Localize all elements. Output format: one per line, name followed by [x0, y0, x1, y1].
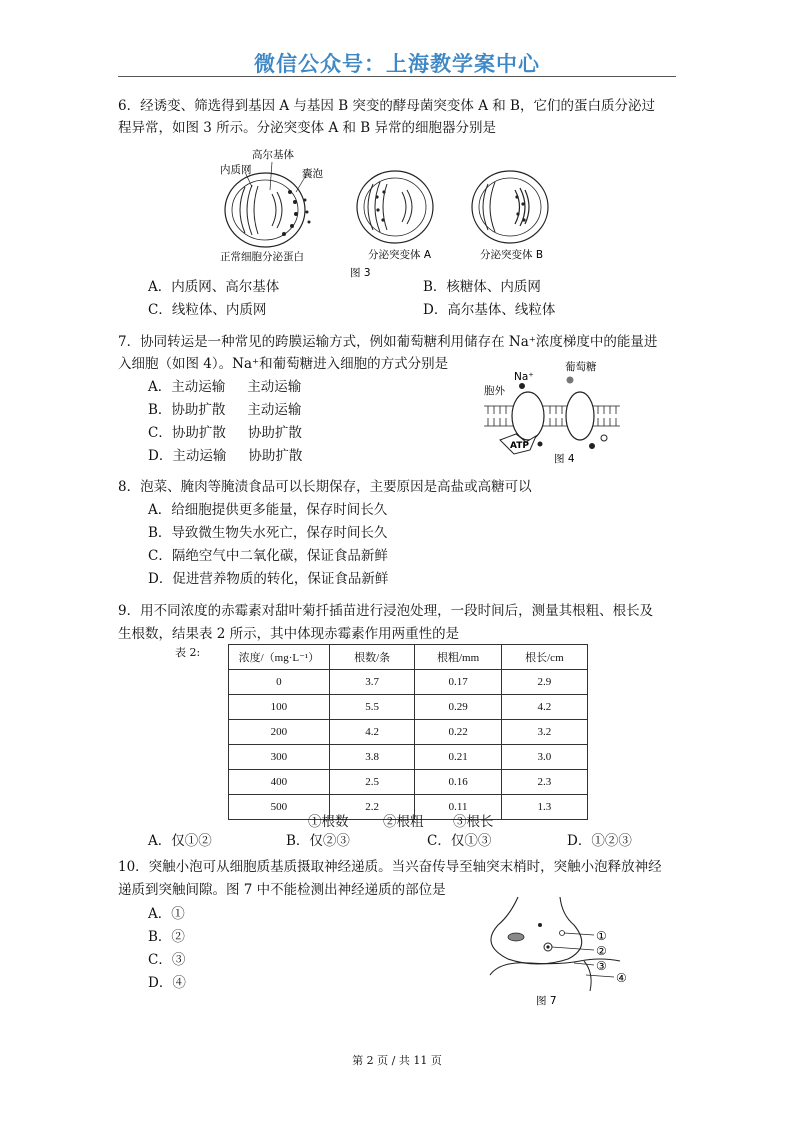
q10-stem-line2: 递质到突触间隙。图 7 中不能检测出神经递质的部位是: [118, 882, 446, 898]
q9-option-a[interactable]: A．仅①②: [148, 833, 212, 849]
label-vesicle: 囊泡: [302, 168, 323, 180]
col-root-length: 根长/cm: [501, 645, 587, 670]
q9-item-3: ③根长: [453, 814, 494, 830]
q9-stem-line1: 9．用不同浓度的赤霉素对甜叶菊扦插苗进行浸泡处理，一段时间后，测量其根粗、根长及: [118, 603, 654, 619]
col-root-thickness: 根粗/mm: [415, 645, 501, 670]
header-rule: [118, 76, 676, 77]
q7-option-c[interactable]: C．协助扩散 协助扩散: [148, 425, 302, 441]
page-number: 第 2 页 / 共 11 页: [352, 1054, 442, 1067]
q6-stem-line2: 程异常，如图 3 所示。分泌突变体 A 和 B 异常的细胞器分别是: [118, 120, 497, 136]
marker-3: ③: [596, 959, 607, 973]
q8-option-b[interactable]: B．导致微生物失水死亡，保存时间长久: [148, 525, 388, 541]
label-er: 内质网: [220, 164, 252, 176]
q7-option-b[interactable]: B．协助扩散 主动运输: [148, 402, 302, 418]
q6-option-a[interactable]: A．内质网、高尔基体: [148, 279, 280, 295]
q10-stem-line1: 10．突触小泡可从细胞质基质摄取神经递质。当兴奋传导至轴突末梢时，突触小泡释放神经: [118, 859, 662, 875]
q6-option-d[interactable]: D．高尔基体、线粒体: [423, 302, 556, 318]
q9-option-b[interactable]: B．仅②③: [286, 833, 350, 849]
label-outside: 胞外: [484, 385, 505, 397]
caption-normal: 正常细胞分泌蛋白: [220, 251, 304, 263]
q10-option-d[interactable]: D．④: [148, 975, 186, 991]
figure-4-number: 图 4: [554, 453, 575, 465]
table-2: [228, 644, 588, 820]
table-header-row: [229, 645, 588, 670]
figure-4: [470, 358, 640, 468]
q9-item-2: ②根粗: [383, 814, 424, 830]
cell-mutant-b: [472, 171, 548, 243]
table-row: 300 3.8 0.21 3.0: [229, 745, 588, 770]
caption-mutant-b: 分泌突变体 B: [480, 249, 544, 261]
q8-option-d[interactable]: D．促进营养物质的转化，保证食品新鲜: [148, 571, 389, 587]
label-atp: ATP: [510, 441, 530, 451]
cell-mutant-a: [357, 171, 433, 243]
figure-7-number: 图 7: [536, 995, 557, 1007]
label-na: Na⁺: [514, 371, 534, 383]
q9-option-d[interactable]: D．①②③: [567, 833, 632, 849]
q8-option-c[interactable]: C．隔绝空气中二氧化碳，保证食品新鲜: [148, 548, 388, 564]
figure-7: [488, 895, 648, 1010]
q10-option-b[interactable]: B．②: [148, 929, 185, 945]
q9-option-c[interactable]: C．仅①③: [427, 833, 492, 849]
q7-stem-line2: 入细胞（如图 4）。Na⁺和葡萄糖进入细胞的方式分别是: [118, 356, 449, 372]
membrane-bilayer: [484, 406, 620, 426]
marker-4: ④: [616, 971, 627, 985]
table-2-label: 表 2:: [175, 646, 201, 659]
marker-1: ①: [596, 929, 607, 943]
q10-option-a[interactable]: A．①: [148, 906, 185, 922]
table-row: 100 5.5 0.29 4.2: [229, 695, 588, 720]
caption-mutant-a: 分泌突变体 A: [368, 249, 432, 261]
q9-stem-line2: 生根数，结果表 2 所示，其中体现赤霉素作用两重性的是: [118, 626, 460, 642]
axon-terminal: [491, 897, 582, 964]
header-title: 微信公众号：上海教学案中心: [254, 52, 540, 76]
figure-3: [210, 142, 570, 282]
q6-option-c[interactable]: C．线粒体、内质网: [148, 302, 267, 318]
q6-option-b[interactable]: B．核糖体、内质网: [423, 279, 541, 295]
q10-option-c[interactable]: C．③: [148, 952, 186, 968]
table-row: 0 3.7 0.17 2.9: [229, 670, 588, 695]
label-glucose: 葡萄糖: [565, 361, 597, 373]
figure-3-number: 图 3: [350, 267, 371, 279]
marker-2: ②: [596, 944, 607, 958]
col-concentration: 浓度/（mg·L⁻¹）: [229, 645, 330, 670]
q9-item-1: ①根数: [308, 814, 349, 830]
q8-stem: 8．泡菜、腌肉等腌渍食品可以长期保存，主要原因是高盐或高糖可以: [118, 479, 532, 495]
q7-option-d[interactable]: D．主动运输 协助扩散: [148, 448, 303, 464]
q7-stem-line1: 7．协同转运是一种常见的跨膜运输方式，例如葡萄糖利用储存在 Na⁺浓度梯度中的能量进: [118, 334, 658, 350]
q7-option-a[interactable]: A．主动运输 主动运输: [148, 379, 302, 395]
q6-stem-line1: 6．经诱变、筛选得到基因 A 与基因 B 突变的酵母菌突变体 A 和 B，它们的蛋白质分泌过: [118, 98, 655, 114]
table-row: 200 4.2 0.22 3.2: [229, 720, 588, 745]
pump-protein: [512, 392, 544, 440]
cotransporter-protein: [566, 392, 594, 440]
label-golgi: 高尔基体: [252, 149, 294, 161]
col-root-count: 根数/条: [329, 645, 415, 670]
mitochondrion: [508, 933, 524, 941]
q8-option-a[interactable]: A．给细胞提供更多能量，保存时间长久: [148, 502, 388, 518]
table-row: 500 2.2 0.11 1.3: [229, 795, 588, 820]
table-row: 400 2.5 0.16 2.3: [229, 770, 588, 795]
